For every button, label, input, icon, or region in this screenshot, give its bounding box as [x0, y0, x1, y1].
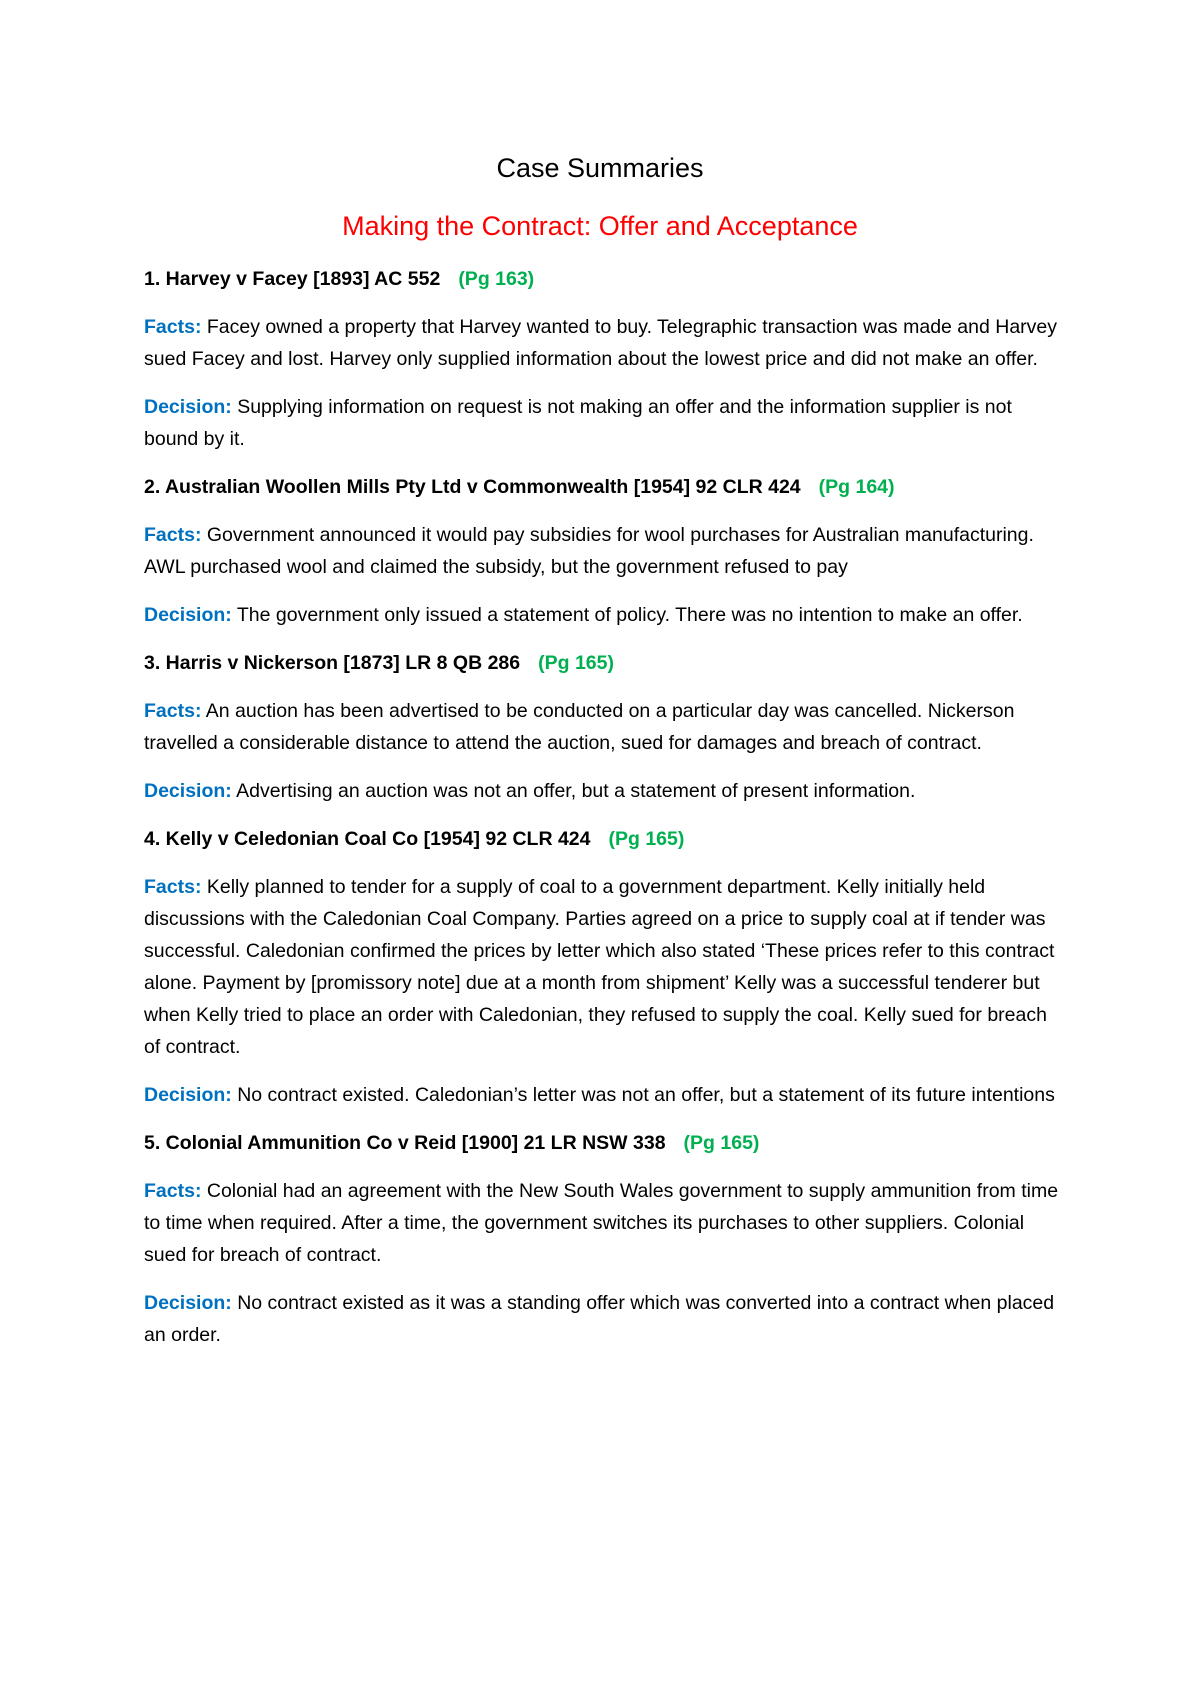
facts-text: An auction has been advertised to be conducted on a particular day was cancelled. Nickerson travelled a considerable distance to attend the auction, sued for damages and breach of contract.	[144, 700, 1015, 754]
case-citation: 1. Harvey v Facey [1893] AC 552	[144, 268, 441, 290]
decision-paragraph	[144, 599, 1064, 631]
decision-text: Supplying information on request is not making an offer and the information supplier is not bound by it.	[144, 396, 1012, 450]
decision-label: Decision:	[144, 1084, 232, 1106]
facts-label: Facts:	[144, 1180, 202, 1202]
case-heading	[144, 1127, 1064, 1159]
decision-text: Advertising an auction was not an offer, but a statement of present information.	[236, 780, 916, 802]
decision-paragraph	[144, 1287, 1064, 1351]
case-heading	[144, 647, 1064, 679]
case-item	[144, 263, 1064, 455]
decision-text: No contract existed. Caledonian’s letter was not an offer, but a statement of its future intentions	[237, 1084, 1055, 1106]
facts-paragraph	[144, 519, 1064, 583]
case-citation: 3. Harris v Nickerson [1873] LR 8 QB 286	[144, 652, 521, 674]
page-reference: (Pg 165)	[608, 828, 685, 850]
facts-label: Facts:	[144, 524, 202, 546]
facts-paragraph	[144, 1175, 1064, 1271]
facts-text: Government announced it would pay subsidies for wool purchases for Australian manufacturing. AWL purchased wool and claimed the subsidy, but the government refused to pay	[144, 524, 1034, 578]
facts-paragraph	[144, 871, 1064, 1063]
decision-label: Decision:	[144, 604, 232, 626]
case-list	[144, 263, 1064, 1367]
facts-label: Facts:	[144, 876, 202, 898]
page-reference: (Pg 165)	[538, 652, 614, 674]
decision-paragraph	[144, 775, 1064, 807]
page-reference: (Pg 164)	[818, 476, 895, 498]
case-heading	[144, 823, 1064, 855]
case-item	[144, 647, 1064, 807]
decision-label: Decision:	[144, 396, 232, 418]
page-reference: (Pg 165)	[683, 1132, 760, 1154]
case-heading	[144, 263, 1064, 295]
case-citation: 4. Kelly v Celedonian Coal Co [1954] 92 CLR 424	[144, 828, 591, 850]
case-item	[144, 823, 1064, 1111]
facts-label: Facts:	[144, 316, 202, 338]
case-item	[144, 471, 1064, 631]
decision-paragraph	[144, 1079, 1064, 1111]
case-citation: 2. Australian Woollen Mills Pty Ltd v Commonwealth [1954] 92 CLR 424	[144, 476, 801, 498]
decision-label: Decision:	[144, 1292, 232, 1314]
facts-paragraph	[144, 311, 1064, 375]
facts-text: Colonial had an agreement with the New South Wales government to supply ammunition from time to time when required. After a time, the government switches its purchases to other suppliers. Colonial sued for breach of contract.	[144, 1180, 1059, 1266]
decision-text: No contract existed as it was a standing offer which was converted into a contract when placed an order.	[144, 1292, 1055, 1346]
section-title: Making the Contract: Offer and Acceptance	[342, 211, 858, 241]
page-title: Case Summaries	[496, 153, 704, 183]
facts-text: Facey owned a property that Harvey wanted to buy. Telegraphic transaction was made and Harvey sued Facey and lost. Harvey only supplied information about the lowest price and did not make an offer.	[144, 316, 1058, 370]
decision-text: The government only issued a statement of policy. There was no intention to make an offer.	[236, 604, 1023, 626]
decision-label: Decision:	[144, 780, 232, 802]
page-reference: (Pg 163)	[458, 268, 535, 290]
case-item	[144, 1127, 1064, 1351]
case-heading	[144, 471, 1064, 503]
facts-label: Facts:	[144, 700, 202, 722]
decision-paragraph	[144, 391, 1064, 455]
facts-paragraph	[144, 695, 1064, 759]
facts-text: Kelly planned to tender for a supply of coal to a government department. Kelly initially held discussions with the Caledonian Coal Company. Parties agreed on a price to supply coal at if tender was successful. Caledonian confirmed the prices by letter which also stated ‘These prices refer to this contract alone. Payment by [promissory note] due at a month from shipment’ Kelly was a successful tenderer but when Kelly tried to place an order with Caledonian, they refused to supply the coal. Kelly sued for breach of contract.	[144, 876, 1055, 1058]
case-citation: 5. Colonial Ammunition Co v Reid [1900] 21 LR NSW 338	[144, 1132, 666, 1154]
